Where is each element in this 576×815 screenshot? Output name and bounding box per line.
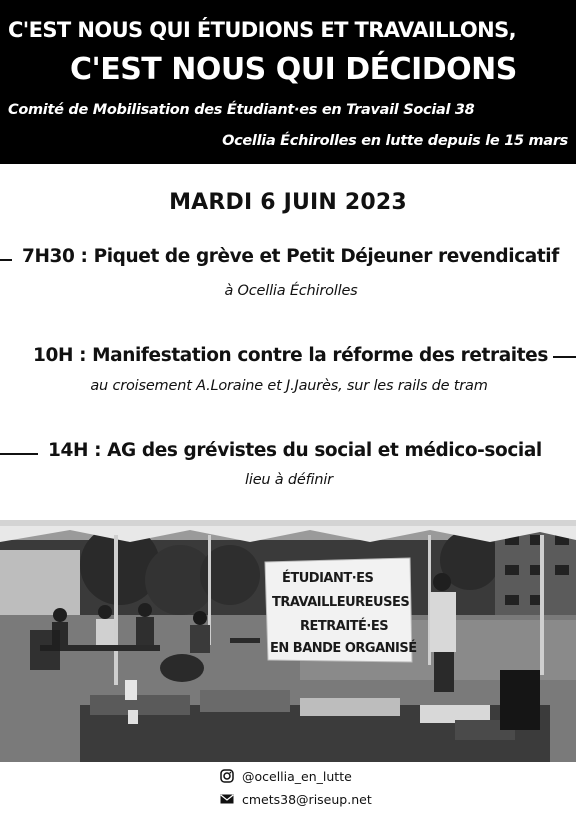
event-3-title: 14H : AG des grévistes du social et médico-social	[48, 440, 542, 461]
email-contact[interactable]	[220, 789, 372, 809]
instagram-contact[interactable]	[220, 766, 352, 786]
banner-line-3: RETRAITÉ·ES	[300, 619, 389, 634]
instagram-icon	[220, 769, 234, 783]
event-1-location: à Ocellia Échirolles	[224, 283, 358, 299]
dash-left-3	[0, 453, 38, 455]
event-3-location: lieu à définir	[245, 472, 333, 488]
event-2-location: au croisement A.Loraine et J.Jaurès, sur les rails de tram	[90, 378, 488, 394]
committee-name: Comité de Mobilisation des Étudiant·es en Travail Social 38	[8, 102, 475, 118]
event-1-title: 7H30 : Piquet de grève et Petit Déjeuner revendicatif	[22, 246, 559, 267]
email-address[interactable]: cmets38@riseup.net	[242, 791, 372, 807]
strike-camp-photo	[0, 520, 576, 762]
envelope-icon	[220, 792, 234, 806]
banner-line-2: TRAVAILLEUREUSES	[272, 595, 410, 610]
slogan-line-2: C'EST NOUS QUI DÉCIDONS	[70, 52, 517, 87]
banner-line-4: EN BANDE ORGANISÉ	[270, 641, 417, 656]
event-date: MARDI 6 JUIN 2023	[169, 190, 407, 215]
strike-subtitle: Ocellia Échirolles en lutte depuis le 15 mars	[222, 133, 568, 149]
instagram-handle[interactable]: @ocellia_en_lutte	[242, 768, 352, 784]
dash-right-2	[553, 356, 576, 358]
header-banner	[0, 0, 576, 164]
event-2-title: 10H : Manifestation contre la réforme des retraites	[33, 345, 548, 366]
slogan-line-1: C'EST NOUS QUI ÉTUDIONS ET TRAVAILLONS,	[8, 18, 517, 42]
banner-line-1: ÉTUDIANT·ES	[282, 571, 374, 586]
dash-left-1	[0, 259, 12, 261]
